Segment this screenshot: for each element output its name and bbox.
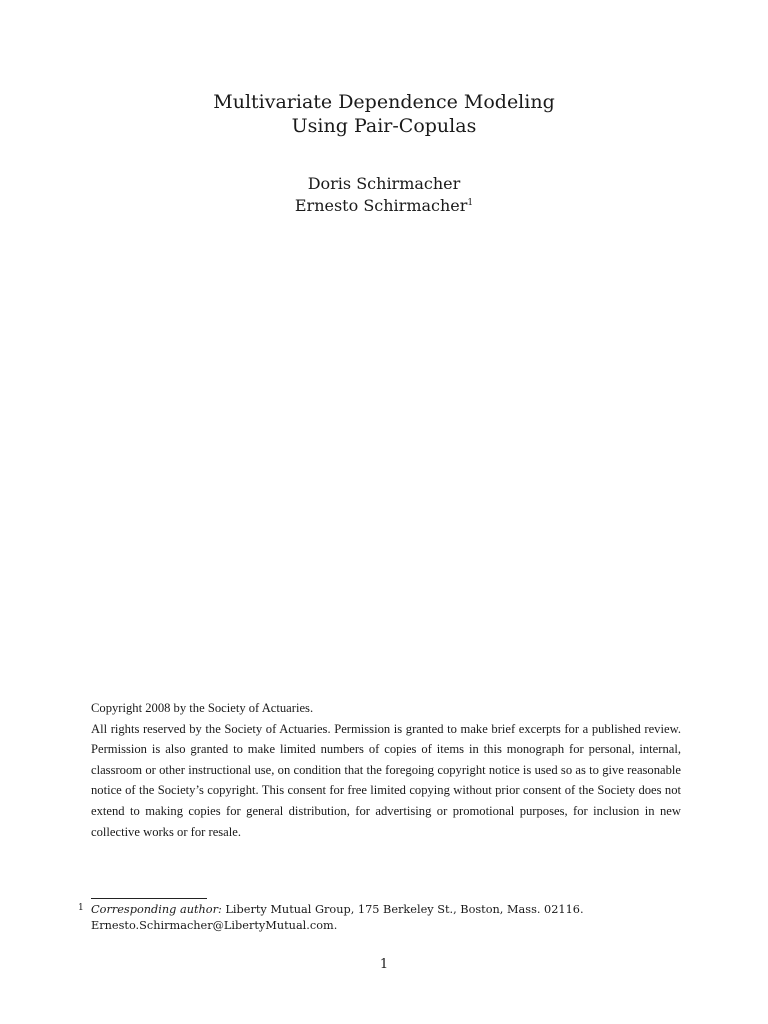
footnote-rule [91,898,207,899]
copyright-line: Copyright 2008 by the Society of Actuaries. [91,701,314,715]
footnote-lead: Corresponding author: [91,903,222,916]
author-2-name: Ernesto Schirmacher [294,196,468,215]
copyright-notice [91,698,681,842]
page-number: 1 [379,957,389,972]
title-line-2: Using Pair-Copulas [291,115,477,137]
author-2 [0,195,768,217]
author-list [0,173,768,217]
footnote-marker: 1 [467,198,474,208]
footnote [78,902,698,934]
footnote-email: Ernesto.Schirmacher@LibertyMutual.com. [91,919,338,932]
paper-title [0,90,768,138]
author-1: Doris Schirmacher [307,174,461,193]
footnote-number: 1 [78,903,84,913]
footnote-text: Liberty Mutual Group, 175 Berkeley St., Boston, Mass. 02116. [225,903,584,916]
copyright-body: All rights reserved by the Society of Actuaries. Permission is granted to make brief excerpts for a published review. Permission is also granted to make limited numbers of copies of items in this monograph for personal, internal, classroom or other instructional use, on condition that the foregoing copyright notice is used so as to give reasonable notice of the Society’s copyright. This consent for free limited copying without prior consent of the Society does not extend to making copies for general distribution, for advertising or promotional purposes, for inclusion in new collective works or for resale. [91,721,681,839]
title-line-1: Multivariate Dependence Modeling [213,91,555,113]
